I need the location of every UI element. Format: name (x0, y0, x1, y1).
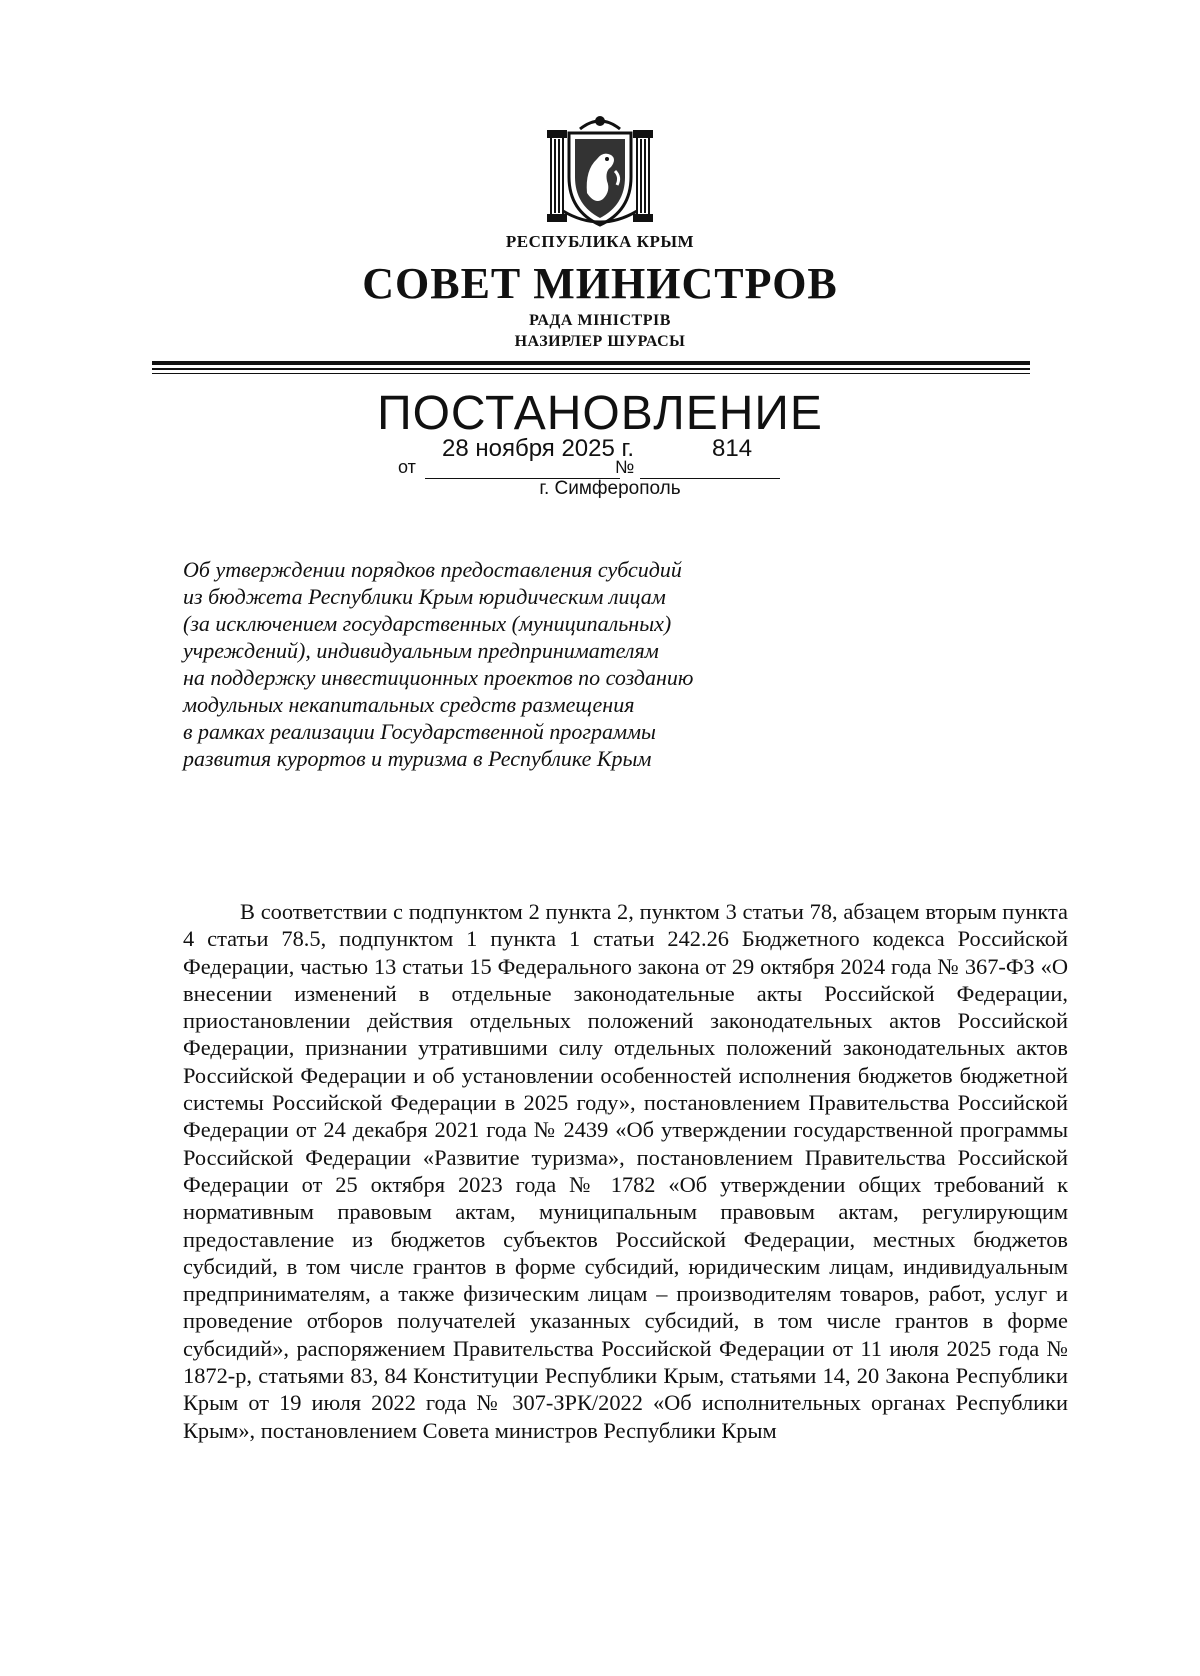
date-prefix-label: от (398, 457, 416, 477)
document-subject (183, 556, 823, 772)
header-divider-medium (152, 368, 1030, 370)
council-title-ukrainian: РАДА МІНІСТРІВ (529, 312, 671, 329)
subject-line: Об утверждении порядков предоставления субсидий (183, 557, 682, 582)
coat-of-arms-icon (545, 115, 655, 230)
subject-line: модульных некапитальных средств размещения (183, 692, 635, 717)
document-body (183, 898, 1068, 1444)
document-number: 814 (712, 435, 753, 462)
document-date: 28 ноября 2025 г. (442, 435, 634, 462)
subject-line: развития курортов и туризма в Республике Крым (183, 746, 652, 771)
number-prefix-label: № (615, 457, 635, 477)
subject-line: в рамках реализации Государственной программы (183, 719, 656, 744)
document-type: ПОСТАНОВЛЕНИЕ (377, 387, 823, 440)
body-paragraph: В соответствии с подпунктом 2 пункта 2, пунктом 3 статьи 78, абзацем вторым пункта 4 статьи 78.5, подпунктом 1 пункта 1 статьи 242.26 Бюджетного кодекса Российской Федерации, частью 13 статьи 15 Федерального закона от 29 октября 2024 года № 367-ФЗ «О внесении изменений в отдельные законодательные акты Российской Федерации, приостановлении действия отдельных положений законодательных актов Российской Федерации, признании утратившими силу отдельных положений законодательных актов Российской Федерации и об установлении особенностей исполнения бюджетов бюджетной системы Российской Федерации в 2025 году», постановлением Правительства Российской Федерации от 24 декабря 2021 года № 2439 «Об утверждении государственной программы Российской Федерации «Развитие туризма», постановлением Правительства Российской Федерации от 25 октября 2023 года № 1782 «Об утверждении общих требований к нормативным правовым актам, муниципальным правовым актам, регулирующим предоставление из бюджетов субъектов Российской Федерации, местных бюджетов субсидий, в том числе грантов в форме субсидий, юридическим лицам, индивидуальным предпринимателям, а также физическим лицам – производителям товаров, работ, услуг и проведение отборов получателей указанных субсидий, в том числе грантов в форме субсидий», распоряжением Правительства Российской Федерации от 11 июля 2025 года № 1872-р, статьями 83, 84 Конституции Республики Крым, статьями 14, 20 Закона Республики Крым от 19 июля 2022 года № 307-ЗРК/2022 «Об исполнительных органах Республики Крым», постановлением Совета министров Республики Крым (183, 899, 1068, 1443)
council-title-crimean-tatar: НАЗИРЛЕР ШУРАСЫ (514, 333, 686, 350)
subject-line: на поддержку инвестиционных проектов по созданию (183, 665, 694, 690)
header-divider-thin (152, 373, 1030, 374)
header-divider-thick (152, 361, 1030, 365)
subject-line: из бюджета Республики Крым юридическим лицам (183, 584, 666, 609)
document-city: г. Симферополь (539, 478, 681, 499)
subject-line: учреждений), индивидуальным предпринимателям (183, 638, 659, 663)
council-title: СОВЕТ МИНИСТРОВ (362, 259, 838, 308)
subject-line: (за исключением государственных (муниципальных) (183, 611, 672, 636)
republic-name: РЕСПУБЛИКА КРЫМ (505, 232, 695, 251)
